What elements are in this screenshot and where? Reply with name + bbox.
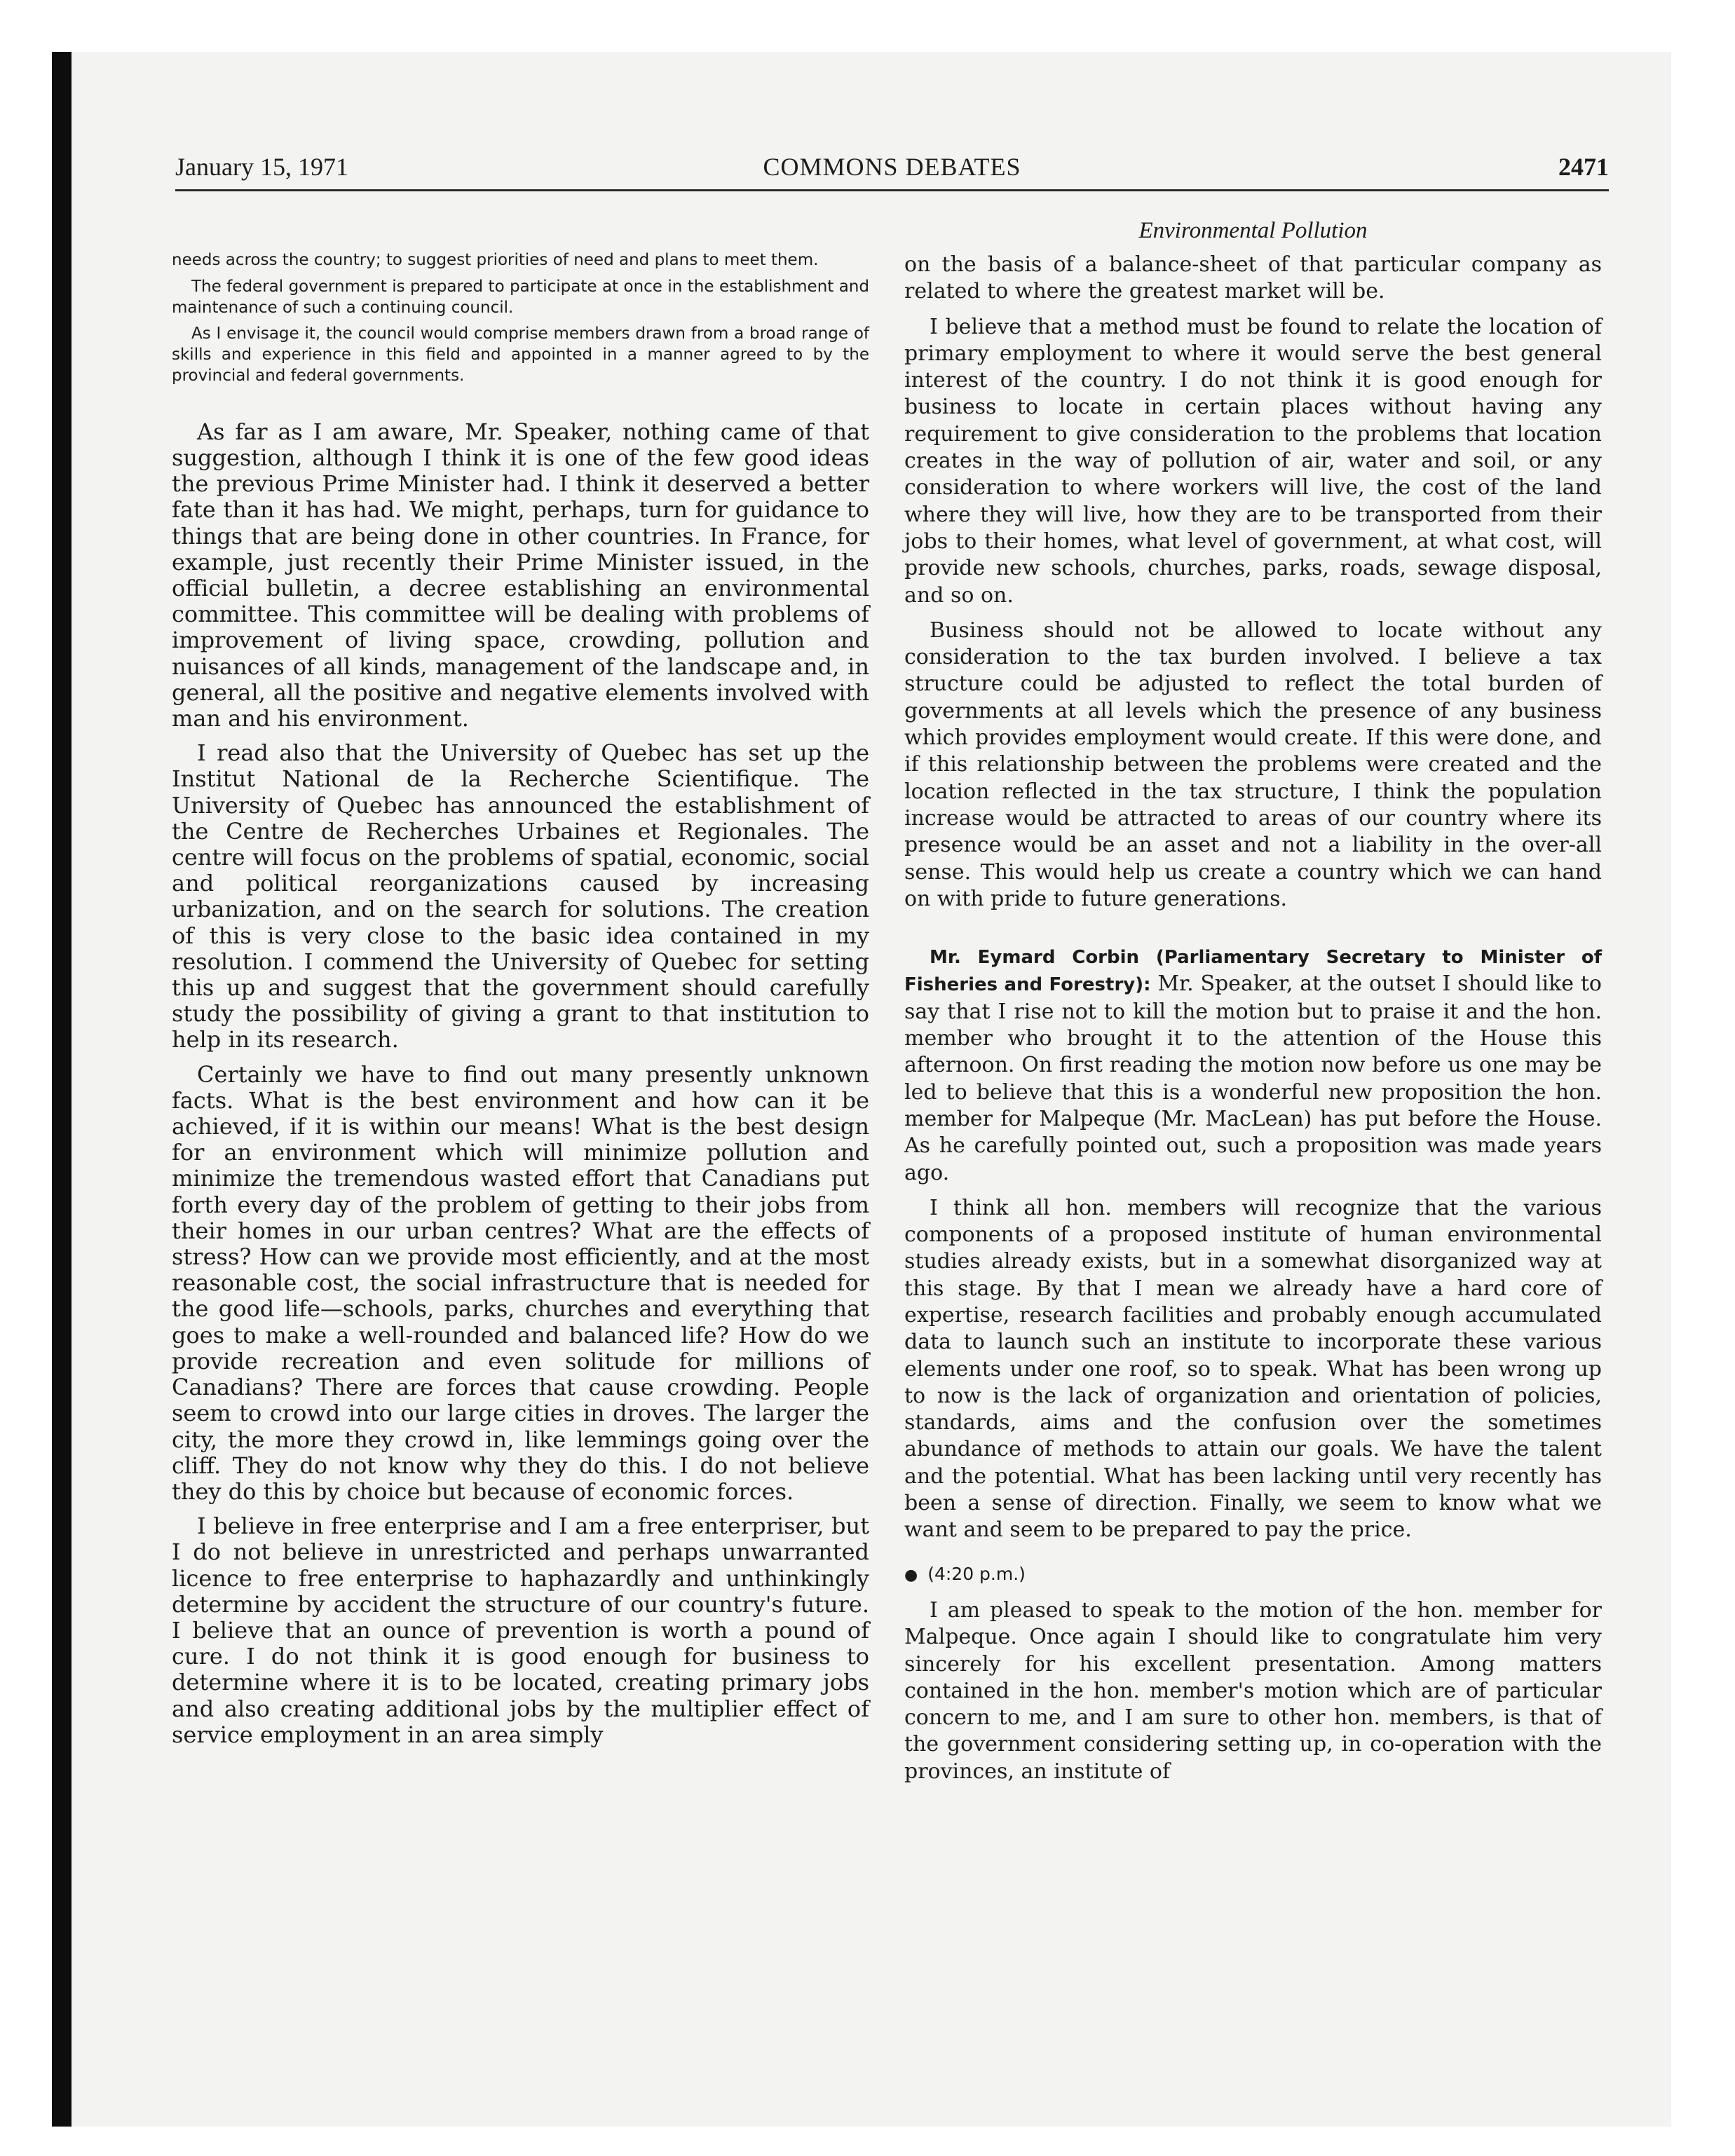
running-head: Environmental Pollution <box>1138 218 1368 243</box>
paragraph: I read also that the University of Quebec has set up the Institut National de la Recherche Scientifique. The University of Quebec has announced the establishment of the Centre de Recherches Urbaines et Regionales. The centre will focus on the problems of spatial, economic, social and political reorganizations caused by increasing urbanization, and on the search for solutions. The creation of this is very close to the basic idea contained in my resolution. I commend the University of Quebec for setting this up and suggest that the government should carefully study the possibility of giving a grant to that institution to help in its research. <box>172 739 869 1053</box>
paragraph: I believe in free enterprise and I am a free enterpriser, but I do not believe in unrestricted and perhaps unwarranted licence to free enterprise to haphazardly and unthinkingly determine by accident the structure of our country's future. I believe that an ounce of prevention is worth a pound of cure. I do not think it is good enough for business to determine where it is to be located, creating primary jobs and also creating additional jobs by the multiplier effect of service employment in an area simply <box>172 1513 869 1748</box>
paragraph: Certainly we have to find out many presently unknown facts. What is the best environment and how can it be achieved, if it is within our means! What is the best design for an environment which will minimize pollution and minimize the tremendous wasted effort that Canadians put forth every day of the problem of getting to their jobs from their homes in our urban centres? What are the effects of stress? How can we provide most efficiently, and at the most reasonable cost, the social infrastructure that is needed for the good life—schools, parks, churches and everything that goes to make a well-rounded and balanced life? How do we provide recreation and even solitude for millions of Canadians? There are forces that cause crowding. People seem to crowd into our large cities in droves. The larger the city, the more they crowd in, like lemmings going over the cliff. They do not know why they do this. I do not believe they do this by choice but because of economic forces. <box>172 1060 869 1505</box>
speaker-name: Mr. Eymard Corbin (Parliamentary Secretary to Minister of Fisheries and Forestry): <box>904 947 1602 996</box>
paragraph: I am pleased to speak to the motion of the hon. member for Malpeque. Once again I should like to congratulate him very sincerely for his excellent presentation. Among matters contained in the hon. member's motion which are of particular concern to me, and I am sure to other hon. members, is that of the government considering setting up, in co-operation with the provinces, an institute of <box>904 1597 1602 1784</box>
binding-edge <box>52 52 72 2127</box>
paragraph: As far as I am aware, Mr. Speaker, nothing came of that suggestion, although I think it is one of the few good ideas the previous Prime Minister had. I think it deserved a better fate than it has had. We might, perhaps, turn for guidance to things that are being done in other countries. In France, for example, just recently their Prime Minister issued, in the official bulletin, a decree establishing an environmental committee. This committee will be dealing with problems of improvement of living space, crowding, pollution and nuisances of all kinds, management of the landscape and, in general, all the positive and negative elements involved with man and his environment. <box>172 418 869 732</box>
page-header <box>175 149 1609 191</box>
left-body <box>172 419 869 1748</box>
header-publication: COMMONS DEBATES <box>763 153 1021 181</box>
quoted-paragraph: As I envisage it, the council would comprise members drawn from a broad range of skills and experience in this field and appointed in a manner agreed to by the provincial and federal governments. <box>172 325 869 385</box>
timestamp-text: (4:20 p.m.) <box>927 1563 1026 1584</box>
header-date: January 15, 1971 <box>175 153 348 181</box>
quoted-paragraph: needs across the country; to suggest priorities of need and plans to meet them. <box>172 251 819 269</box>
bullet-icon: ● <box>904 1566 918 1584</box>
quoted-paragraph: The federal government is prepared to participate at once in the establishment and maintenance of such a continuing council. <box>172 277 869 317</box>
timestamp <box>904 1561 1602 1589</box>
speaker-text: Mr. Speaker, at the outset I should like to say that I rise not to kill the motion but to praise it and the hon. member who brought it to the attention of the House this afternoon. On first reading the motion now before us one may be led to believe that this is a wonderful new proposition the hon. member for Malpeque (Mr. MacLean) has put before the House. As he carefully pointed out, such a proposition was made years ago. <box>904 971 1602 1185</box>
quoted-passage <box>172 250 869 387</box>
paragraph: Business should not be allowed to locate without any consideration to the tax burden involved. I believe a tax structure could be adjusted to reflect the total burden of governments at all levels which the presence of any business which provides employment would create. If this were done, and if this relationship between the problems were created and the location reflected in the tax structure, I think the population increase would be attracted to areas of our country where its presence would be an asset and not a liability in the over-all sense. This would help us create a country which we can hand on with pride to future generations. <box>904 618 1602 911</box>
paragraph: I believe that a method must be found to relate the location of primary employment to where it would serve the best general interest of the country. I do not think it is good enough for business to locate in certain places without having any requirement to give consideration to the problems that location creates in the way of pollution of air, water and soil, or any consideration to where workers will live, the cost of the land where they will live, how they are to be transported from their jobs to their homes, what level of government, at what cost, will provide new schools, churches, parks, roads, sewage disposal, and so on. <box>904 314 1602 608</box>
right-column <box>904 214 1602 1785</box>
left-column <box>172 214 869 1748</box>
speaker-paragraph <box>904 943 1602 1187</box>
paragraph: I think all hon. members will recognize that the various components of a proposed institute of human environmental studies already exists, but in a somewhat disorganized way at this stage. By that I mean we already have a hard core of expertise, research facilities and probably enough accumulated data to launch such an institute to incorporate these various elements under one roof, so to speak. What has been wrong up to now is the lack of organization and orientation of policies, standards, aims and the confusion over the sometimes abundance of methods to attain our goals. We have the talent and the potential. What has been lacking until very recently has been a sense of direction. Finally, we seem to know what we want and seem to be prepared to pay the price. <box>904 1195 1602 1543</box>
paragraph: on the basis of a balance-sheet of that particular company as related to where the greatest market will be. <box>904 252 1602 304</box>
header-page-number: 2471 <box>1558 153 1609 181</box>
